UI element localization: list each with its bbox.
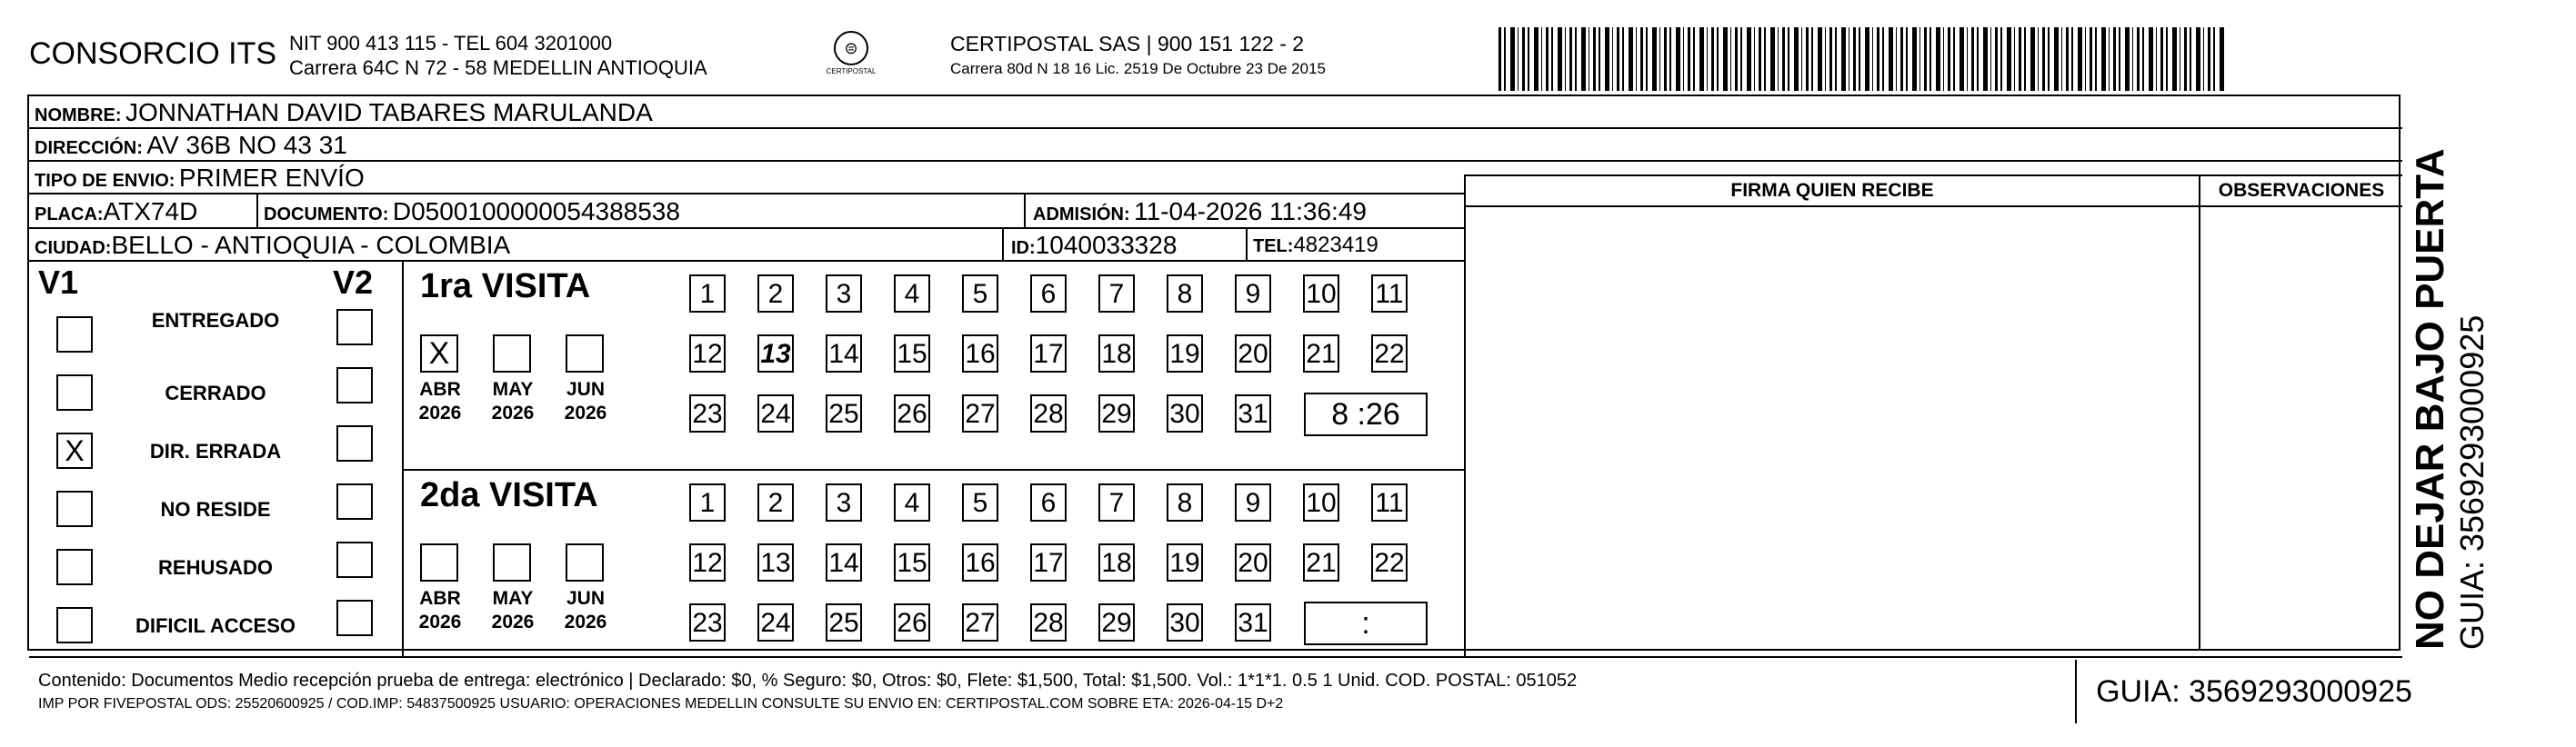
tipo-value: PRIMER ENVÍO — [178, 164, 365, 192]
day-checkbox[interactable]: 12 — [689, 543, 726, 582]
day-checkbox[interactable]: 8 — [1167, 483, 1203, 522]
day-checkbox[interactable]: 20 — [1235, 543, 1271, 582]
day-checkbox[interactable]: 25 — [826, 394, 862, 433]
address-line: Carrera 64C N 72 - 58 MEDELLIN ANTIOQUIA — [289, 56, 707, 79]
admision-value: 11-04-2026 11:36:49 — [1134, 197, 1367, 225]
nombre-value: JONNATHAN DAVID TABARES MARULANDA — [125, 98, 653, 126]
delivery-form — [27, 95, 2412, 712]
day-checkbox[interactable]: 10 — [1303, 483, 1339, 522]
logo-icon: ⊜ — [834, 31, 868, 65]
day-checkbox[interactable]: 2 — [757, 483, 794, 522]
id-value: 1040033328 — [1035, 231, 1178, 259]
firma-header: FIRMA QUIEN RECIBE — [1730, 180, 1934, 201]
day-checkbox[interactable]: 30 — [1167, 603, 1203, 642]
v1-checkbox[interactable] — [56, 491, 93, 527]
documento-label: DOCUMENTO: — [264, 204, 389, 224]
placa-value: ATX74D — [103, 197, 198, 225]
day-checkbox[interactable]: 25 — [826, 603, 862, 642]
day-checkbox[interactable]: 31 — [1235, 603, 1271, 642]
month-checkbox[interactable] — [420, 543, 458, 582]
month-year: 2026 — [491, 403, 535, 423]
day-checkbox[interactable]: 5 — [962, 274, 998, 313]
ciudad-row — [29, 229, 1464, 262]
day-checkbox[interactable]: 21 — [1303, 543, 1339, 582]
month-name: JUN — [566, 588, 605, 609]
month-label — [558, 378, 613, 425]
day-checkbox[interactable]: 15 — [894, 543, 930, 582]
day-checkbox[interactable]: 4 — [894, 274, 930, 313]
day-checkbox[interactable]: 9 — [1235, 483, 1271, 522]
day-checkbox[interactable]: 15 — [894, 334, 930, 373]
month-name: ABR — [419, 379, 461, 400]
v2-checkbox[interactable] — [336, 600, 373, 636]
day-checkbox[interactable]: 26 — [894, 603, 930, 642]
v2-checkbox[interactable] — [336, 309, 373, 345]
logo-text: CERTIPOSTAL — [826, 67, 877, 75]
day-checkbox[interactable]: 18 — [1098, 334, 1135, 373]
day-checkbox[interactable]: 4 — [894, 483, 930, 522]
day-checkbox[interactable]: 29 — [1098, 394, 1135, 433]
ciudad-label: CIUDAD: — [35, 238, 112, 258]
month-name: MAY — [492, 588, 534, 609]
status-label: CERRADO — [165, 382, 266, 404]
footer-print-line: IMP POR FIVEPOSTAL ODS: 25520600925 / COD.IMP: 54837500925 USUARIO: OPERACIONES MEDELLIN CONSULTE SU ENVIO EN: CERTIPOSTAL.COM SOBRE ETA: 2026-04-15 D+2 — [38, 696, 1284, 712]
status-label: DIR. ERRADA — [149, 440, 282, 463]
status-label: ENTREGADO — [151, 309, 280, 332]
month-name: JUN — [566, 379, 605, 400]
nombre-label: NOMBRE: — [35, 105, 122, 125]
nit-line: NIT 900 413 115 - TEL 604 3201000 — [289, 32, 613, 55]
day-checkbox[interactable]: 5 — [962, 483, 998, 522]
day-checkbox[interactable]: 19 — [1167, 334, 1203, 373]
ciudad-value: BELLO - ANTIOQUIA - COLOMBIA — [111, 231, 511, 259]
time-field[interactable]: 8 :26 — [1304, 393, 1428, 436]
status-label: REHUSADO — [158, 556, 273, 579]
placa-label: PLACA: — [35, 204, 104, 224]
certipostal-line1: CERTIPOSTAL SAS | 900 151 122 - 2 — [950, 32, 1305, 55]
day-checkbox[interactable]: 14 — [826, 543, 862, 582]
day-checkbox[interactable]: 13 — [757, 334, 794, 373]
day-checkbox[interactable]: 1 — [689, 483, 726, 522]
guia-number: GUIA: 3569293000925 — [2075, 660, 2431, 723]
tipo-label: TIPO DE ENVIO: — [35, 171, 175, 191]
direccion-row — [29, 129, 2402, 162]
day-checkbox[interactable]: 23 — [689, 394, 726, 433]
v1-checkbox[interactable] — [56, 316, 93, 353]
v2-header: V2 — [333, 264, 374, 301]
month-name: MAY — [492, 379, 534, 400]
day-checkbox[interactable]: 28 — [1030, 394, 1067, 433]
month-label — [413, 378, 467, 425]
month-year: 2026 — [418, 612, 462, 632]
day-checkbox[interactable]: 20 — [1235, 334, 1271, 373]
tipo-row — [29, 162, 1464, 194]
tel-label: TEL: — [1253, 236, 1294, 256]
day-checkbox[interactable]: 30 — [1167, 394, 1203, 433]
day-checkbox[interactable]: 2 — [757, 274, 794, 313]
side-text — [2408, 148, 2491, 650]
month-year: 2026 — [564, 612, 607, 632]
day-checkbox[interactable]: 12 — [689, 334, 726, 373]
status-divider — [402, 262, 404, 658]
v2-checkbox[interactable] — [336, 542, 373, 578]
certipostal-info — [950, 31, 1326, 82]
day-checkbox[interactable]: 7 — [1098, 274, 1135, 313]
direccion-label: DIRECCIÓN: — [35, 138, 143, 158]
month-year: 2026 — [491, 612, 535, 632]
month-label — [486, 587, 540, 634]
no-dejar-warning: NO DEJAR BAJO PUERTA — [2408, 148, 2452, 650]
day-checkbox[interactable]: 8 — [1167, 274, 1203, 313]
month-checkbox[interactable] — [493, 543, 531, 582]
certipostal-line2: Carrera 80d N 18 16 Lic. 2519 De Octubre 23 De 2015 — [950, 60, 1326, 77]
day-checkbox[interactable]: 27 — [962, 394, 998, 433]
month-checkbox[interactable] — [493, 334, 531, 373]
day-checkbox[interactable]: 7 — [1098, 483, 1135, 522]
day-checkbox[interactable]: 9 — [1235, 274, 1271, 313]
v2-checkbox[interactable] — [336, 425, 373, 462]
day-checkbox[interactable]: 11 — [1371, 274, 1408, 313]
status-label: NO RESIDE — [160, 498, 271, 521]
visit-title: 2da VISITA — [420, 476, 598, 514]
direccion-value: AV 36B NO 43 31 — [146, 131, 347, 159]
placa-row — [29, 194, 1464, 229]
day-checkbox[interactable]: 16 — [962, 334, 998, 373]
v1-checkbox[interactable] — [56, 549, 93, 585]
day-checkbox[interactable]: 18 — [1098, 543, 1135, 582]
day-checkbox[interactable]: 16 — [962, 543, 998, 582]
day-checkbox[interactable]: 3 — [826, 483, 862, 522]
barcode — [1498, 27, 2226, 91]
v2-checkbox[interactable] — [336, 483, 373, 520]
obs-divider — [2199, 174, 2200, 649]
v1-checkbox[interactable] — [56, 374, 93, 411]
observaciones-header: OBSERVACIONES — [2218, 180, 2385, 201]
id-label: ID: — [1011, 238, 1036, 258]
day-checkbox[interactable]: 21 — [1303, 334, 1339, 373]
status-label: DIFICIL ACCESO — [135, 614, 296, 637]
v1-checkbox[interactable]: X — [56, 433, 93, 469]
day-checkbox[interactable]: 26 — [894, 394, 930, 433]
nombre-row — [29, 96, 2402, 129]
day-checkbox[interactable]: 23 — [689, 603, 726, 642]
footer-divider — [29, 656, 2402, 658]
month-label — [486, 378, 540, 425]
footer-content-line: Contenido: Documentos Medio recepción prueba de entrega: electrónico | Declarado: $0, % Seguro: $0, Otros: $0, Flete: $1,500, Total: $1,500. Vol.: 1*1*1. 0.5 1 Unid. COD. POSTAL: 051052 — [38, 671, 1578, 691]
admision-label: ADMISIÓN: — [1033, 204, 1130, 224]
visit-title: 1ra VISITA — [420, 267, 591, 305]
day-checkbox[interactable]: 22 — [1371, 543, 1408, 582]
company-name: CONSORCIO ITS — [29, 36, 277, 71]
day-checkbox[interactable]: 24 — [757, 394, 794, 433]
day-checkbox[interactable]: 31 — [1235, 394, 1271, 433]
day-checkbox[interactable]: 29 — [1098, 603, 1135, 642]
day-checkbox[interactable]: 28 — [1030, 603, 1067, 642]
time-field[interactable]: : — [1304, 602, 1428, 645]
visit-divider — [402, 469, 1464, 471]
v2-checkbox[interactable] — [336, 367, 373, 403]
month-year: 2026 — [564, 403, 607, 423]
day-checkbox[interactable]: 19 — [1167, 543, 1203, 582]
tel-value: 4823419 — [1293, 233, 1378, 257]
day-checkbox[interactable]: 17 — [1030, 543, 1067, 582]
month-name: ABR — [419, 588, 461, 609]
month-year: 2026 — [418, 403, 462, 423]
day-checkbox[interactable]: 10 — [1303, 274, 1339, 313]
month-label — [413, 587, 467, 634]
certipostal-logo — [820, 31, 882, 85]
day-checkbox[interactable]: 27 — [962, 603, 998, 642]
day-checkbox[interactable]: 6 — [1030, 274, 1067, 313]
side-guia: GUIA: 3569293000925 — [2453, 314, 2491, 650]
day-checkbox[interactable]: 11 — [1371, 483, 1408, 522]
month-checkbox[interactable] — [566, 543, 604, 582]
company-contact — [289, 31, 707, 80]
day-checkbox[interactable]: 17 — [1030, 334, 1067, 373]
month-checkbox[interactable] — [566, 334, 604, 373]
day-checkbox[interactable]: 13 — [757, 543, 794, 582]
day-checkbox[interactable]: 14 — [826, 334, 862, 373]
day-checkbox[interactable]: 1 — [689, 274, 726, 313]
month-label — [558, 587, 613, 634]
month-checkbox[interactable]: X — [420, 334, 458, 373]
day-checkbox[interactable]: 3 — [826, 274, 862, 313]
v1-checkbox[interactable] — [56, 607, 93, 643]
day-checkbox[interactable]: 22 — [1371, 334, 1408, 373]
documento-value: D0500100000054388538 — [392, 197, 680, 225]
day-checkbox[interactable]: 24 — [757, 603, 794, 642]
day-checkbox[interactable]: 6 — [1030, 483, 1067, 522]
v1-header: V1 — [38, 264, 79, 301]
